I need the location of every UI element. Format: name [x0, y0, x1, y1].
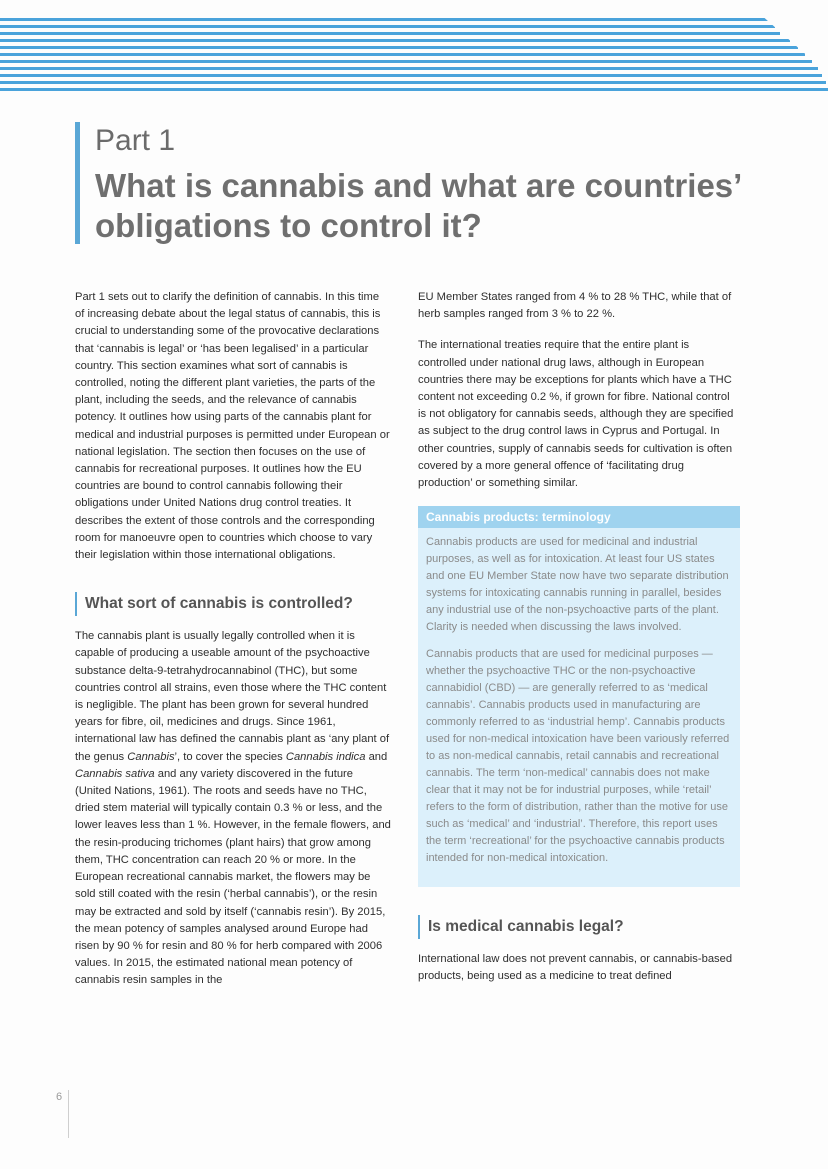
section-heading-cannabis-controlled: What sort of cannabis is controlled? — [75, 594, 391, 614]
intro-paragraph: Part 1 sets out to clarify the definition of cannabis. In this time of increasing debate about the legal status of cannabis, this is crucial to understanding some of the provocative declarations that ‘cannabis is legal’ or ‘has been legalised’ in a particular country. This section examines what sort of cannabis is controlled, noting the different plant varieties, the parts of the plant, including the seeds, and the relevance of cannabis potency. It outlines how using parts of the cannabis plant for medical and industrial purposes is permitted under European or national legislation. The section then focuses on the use of cannabis for recreational purposes. It outlines how the EU countries are bound to control cannabis following their obligations under United Nations drug control treaties. It describes the extent of those controls and the corresponding room for manoeuvre open to countries which choose to vary their legislation within those international obligations. — [75, 291, 390, 562]
medical-cannabis-paragraph: International law does not prevent cannabis, or cannabis-based products, being used as a medicine to treat defined — [418, 953, 733, 983]
left-column — [75, 289, 391, 1004]
treaties-paragraph: The international treaties require that the entire plant is controlled under national drug laws, although in European countries there may be exceptions for plants which have a THC content not exceeding 0.2 %, if grown for fibre. National control is not obligatory for cannabis seeds, although they are specified as subject to the drug control laws in Cyprus and Portugal. In other countries, supply of cannabis seeds for cultivation is often covered by a more general offence of ‘facilitating drug production’ or something similar. — [418, 339, 734, 490]
genus-name: Cannabis — [127, 750, 175, 763]
species-indica: Cannabis indica — [285, 750, 366, 763]
terminology-box-paragraph-2: Cannabis products that are used for medicinal purposes — whether the psychoactive THC or the non-psychoactive cannabidiol (CBD) — are generally referred to as ‘medical cannabis’. Cannabis products used in manufacturing are commonly referred to as ‘industrial hemp’. Cannabis products used for non-medical intoxication have been variously referred to as non-medical cannabis, retail cannabis and recreational cannabis. The term ‘non-medical’ cannabis does not make clear that it may not be for industrial purposes, while ‘retail’ refers to the form of distribution, rather than the motive for use such as ‘medical’ and ‘industrial’. Therefore, this report uses the term ‘recreational’ for the psychoactive cannabis products intended for non-medical intoxication. — [426, 648, 730, 865]
section1-paragraph: The cannabis plant is usually legally controlled when it is capable of producing a useable amount of the psychoactive substance delta-9-tetrahydrocannabinol (THC), but some countries control all strains, even those where the THC content is negligible. The plant has been grown for several hundred years for fibre, oil, medicines and drugs. Since 1961, international law has defined the cannabis plant as ‘any plant of the genus Cannabis’, to cover the species Cannabis indica and Cannabis sativa and any variety discovered in the future (United Nations, 1961). The roots and seeds have no THC, dried stem material will typically contain 0.3 % or less, and the lower leaves less than 1 %. However, in the female flowers, and the resin-producing trichomes (plant hairs) that grow among them, THC concentration can reach 20 % or more. In the European recreational cannabis market, the flowers may be sold still coated with the resin (‘herbal cannabis’), or the resin may be extracted and sold by itself (‘cannabis resin’). By 2015, the mean potency of samples analysed around Europe had risen by 90 % for resin and 80 % for herb compared with 2006 values. In 2015, the estimated national mean potency of cannabis resin samples in the — [75, 630, 391, 987]
species-sativa: Cannabis sativa — [75, 767, 155, 780]
page-number: 6 — [56, 1091, 63, 1103]
part-label: Part 1 — [95, 124, 176, 157]
title-accent-bar — [75, 122, 80, 244]
terminology-box-heading: Cannabis products: terminology — [418, 506, 740, 528]
page-title: What is cannabis and what are countries’ obligations to control it? — [95, 167, 741, 244]
header-banner — [0, 14, 828, 94]
section-heading-medical-cannabis: Is medical cannabis legal? — [418, 917, 740, 937]
footer-rule — [68, 1090, 69, 1138]
title-block — [75, 122, 755, 244]
terminology-box-paragraph-1: Cannabis products are used for medicinal and industrial purposes, as well as for intoxication. At least four US states and one EU Member State now have two separate distribution systems for intoxicating cannabis running in parallel, besides any industrial use of the non-psychoactive parts of the plant. Clarity is needed when discussing the laws involved. — [426, 536, 729, 634]
potency-paragraph: EU Member States ranged from 4 % to 28 % THC, while that of herb samples ranged from 3 % to 22 %. — [418, 291, 732, 321]
right-column — [418, 289, 740, 1000]
terminology-box — [418, 506, 740, 887]
